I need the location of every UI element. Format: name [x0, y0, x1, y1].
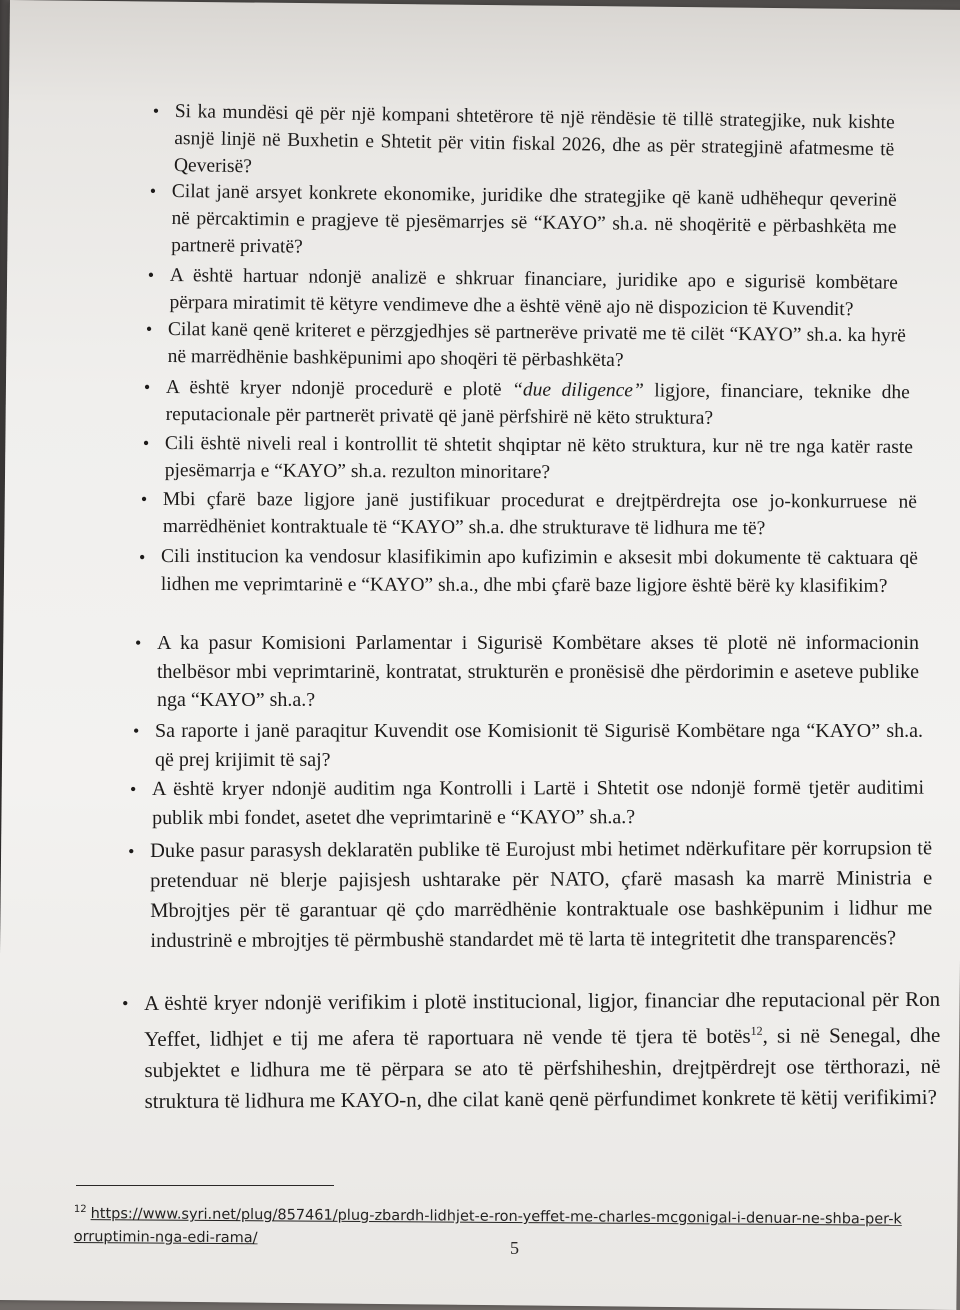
bullet-icon: • — [147, 264, 155, 285]
list-item — [140, 486, 917, 543]
footnote-link[interactable]: https://www.syri.net/plug/857461/plug-zbardh-lidhjet-e-ron-yeffet-me-charles-mcgonigal-i-denuar-ne-shba-per-korruptimin-nga-edi-rama/ — [73, 1205, 902, 1247]
bullet-icon: • — [138, 546, 146, 567]
list-item — [152, 98, 895, 190]
bullet-icon: • — [143, 376, 151, 397]
bullet-icon: • — [130, 779, 137, 800]
bullet-icon: • — [152, 100, 160, 121]
list-item — [145, 316, 906, 376]
question-text: Cilat kanë qenë kriteret e përzgjedhjes së partnerëve privatë me të cilët “KAYO” sh.a. ka hyrë në marrëdhënie bashkëpunimi apo shoqëri të përbashkëta? — [167, 318, 906, 371]
list-item — [138, 543, 918, 601]
due-diligence-italic: “due diligence” — [511, 379, 644, 402]
question-text: A është kryer ndonjë procedurë e plotë “due diligence” ligjore, financiare, teknike dhe reputacionale për partnerët privatë që janë përfshirë në këto struktura? — [165, 376, 910, 429]
list-item — [122, 984, 941, 1117]
list-item — [149, 178, 897, 268]
footnote-divider — [76, 1185, 334, 1186]
list-item — [133, 717, 923, 775]
list-item — [147, 262, 898, 324]
question-text: A është kryer ndonjë verifikim i plotë institucional, ligjor, financiar dhe reputacional për Ron Yeffet, lidhjet e tij me afera të raportuara në vende të tjera të botës$^{12}$, si në Senegal, dhe subjektet e lidhura me të përpara se ato të përfshiheshin, drejtpërdrejt ose tërthorazi, në struktura të lidhura me KAYO-n, dhe cilat kanë qenë përfundimet konkrete të këtij verifikimi? — [144, 986, 941, 1113]
question-text: Cilat janë arsyet konkrete ekonomike, juridike dhe strategjike që kanë udhëhequr qeverinë në përcaktimin e pragjeve të pjesëmarrjes së “KAYO” sh.a. në shoqëritë e përbashkëta me partnerë privatë? — [171, 180, 897, 258]
list-item — [135, 629, 919, 715]
list-item — [142, 430, 913, 488]
question-text: Cili institucion ka vendosur klasifikimin apo kufizimin e aksesit mbi dokumente të caktuara që lidhen me veprimtarinë e “KAYO” sh.a., dhe mbi çfarë baze ligjore është bërë ky klasifikim? — [160, 546, 918, 597]
question-text: Cili është niveli real i kontrollit të shtetit shqiptar në këto struktura, kur në tre nga katër raste pjesëmarrja e “KAYO” sh.a. rezulton minoritare? — [164, 432, 913, 484]
question-text: A është hartuar ndonjë analizë e shkruar financiare, juridike apo e sigurisë kombëtare përpara miratimit të këtyre vendimeve dhe a është vënë ajo në dispozicion të Kuvendit? — [169, 264, 898, 321]
page-number: 5 — [510, 1238, 519, 1258]
bullet-icon: • — [135, 633, 142, 653]
question-text: Sa raporte i janë paraqitur Kuvendit ose Komisionit të Sigurisë Kombëtare nga “KAYO” sh.a. që prej krijimit të saj? — [155, 720, 923, 771]
question-text: Si ka mundësi që për një kompani shtetërore të një rëndësie të tillë strategjike, nuk kishte asnjë linjë në Buxhetin e Shtetit për vitin fiskal 2026, dhe as për strategjinë afatmesme të Qeverisë? — [173, 100, 895, 178]
list-item — [130, 774, 925, 833]
footnote-number: 12 — [73, 1203, 87, 1216]
footnote — [74, 1198, 904, 1255]
bullet-icon: • — [142, 432, 150, 453]
bullet-icon: • — [122, 993, 129, 1014]
question-text: Mbi çfarë baze ligjore janë justifikuar procedurat e drejtpërdrejta ose jo-konkurruese në marrëdhëniet kontraktuale të “KAYO” sh.a. dhe strukturave të lidhura me të? — [162, 488, 917, 540]
question-text: A është kryer ndonjë auditim nga Kontrolli i Lartë i Shtetit ose ndonjë formë tjetër auditimi publik mbi fondet, asetet dhe veprimtarinë e “KAYO” sh.a.? — [152, 776, 925, 829]
bullet-icon: • — [140, 488, 148, 509]
list-item — [128, 833, 933, 956]
bullet-icon: • — [128, 841, 135, 862]
bullet-icon: • — [133, 721, 140, 741]
footnote-ref: 12 — [750, 1023, 763, 1038]
question-text: Duke pasur parasysh deklaratën publike të Eurojust mbi hetimet ndërkufitare për korrupsion të pretenduar në blerje pajisjesh ushtarake për NATO, çfarë masash ka marrë Ministria e Mbrojtjes për të garantuar që çdo marrëdhënie kontraktuale ose bashkëpunim i lidhur me industrinë e mbrojtjes të përmbushë standardet më të larta të integritetit dhe transparencës? — [150, 837, 933, 952]
question-text: A ka pasur Komisioni Parlamentar i Sigurisë Kombëtare akses të plotë në informacionin thelbësor mbi veprimtarinë, kontratat, strukturën e pronësisë dhe përdorimin e aseteve publike nga “KAYO” sh.a.? — [157, 632, 919, 711]
bullet-icon: • — [149, 180, 157, 201]
bullet-icon: • — [145, 318, 153, 339]
list-item — [143, 374, 910, 433]
